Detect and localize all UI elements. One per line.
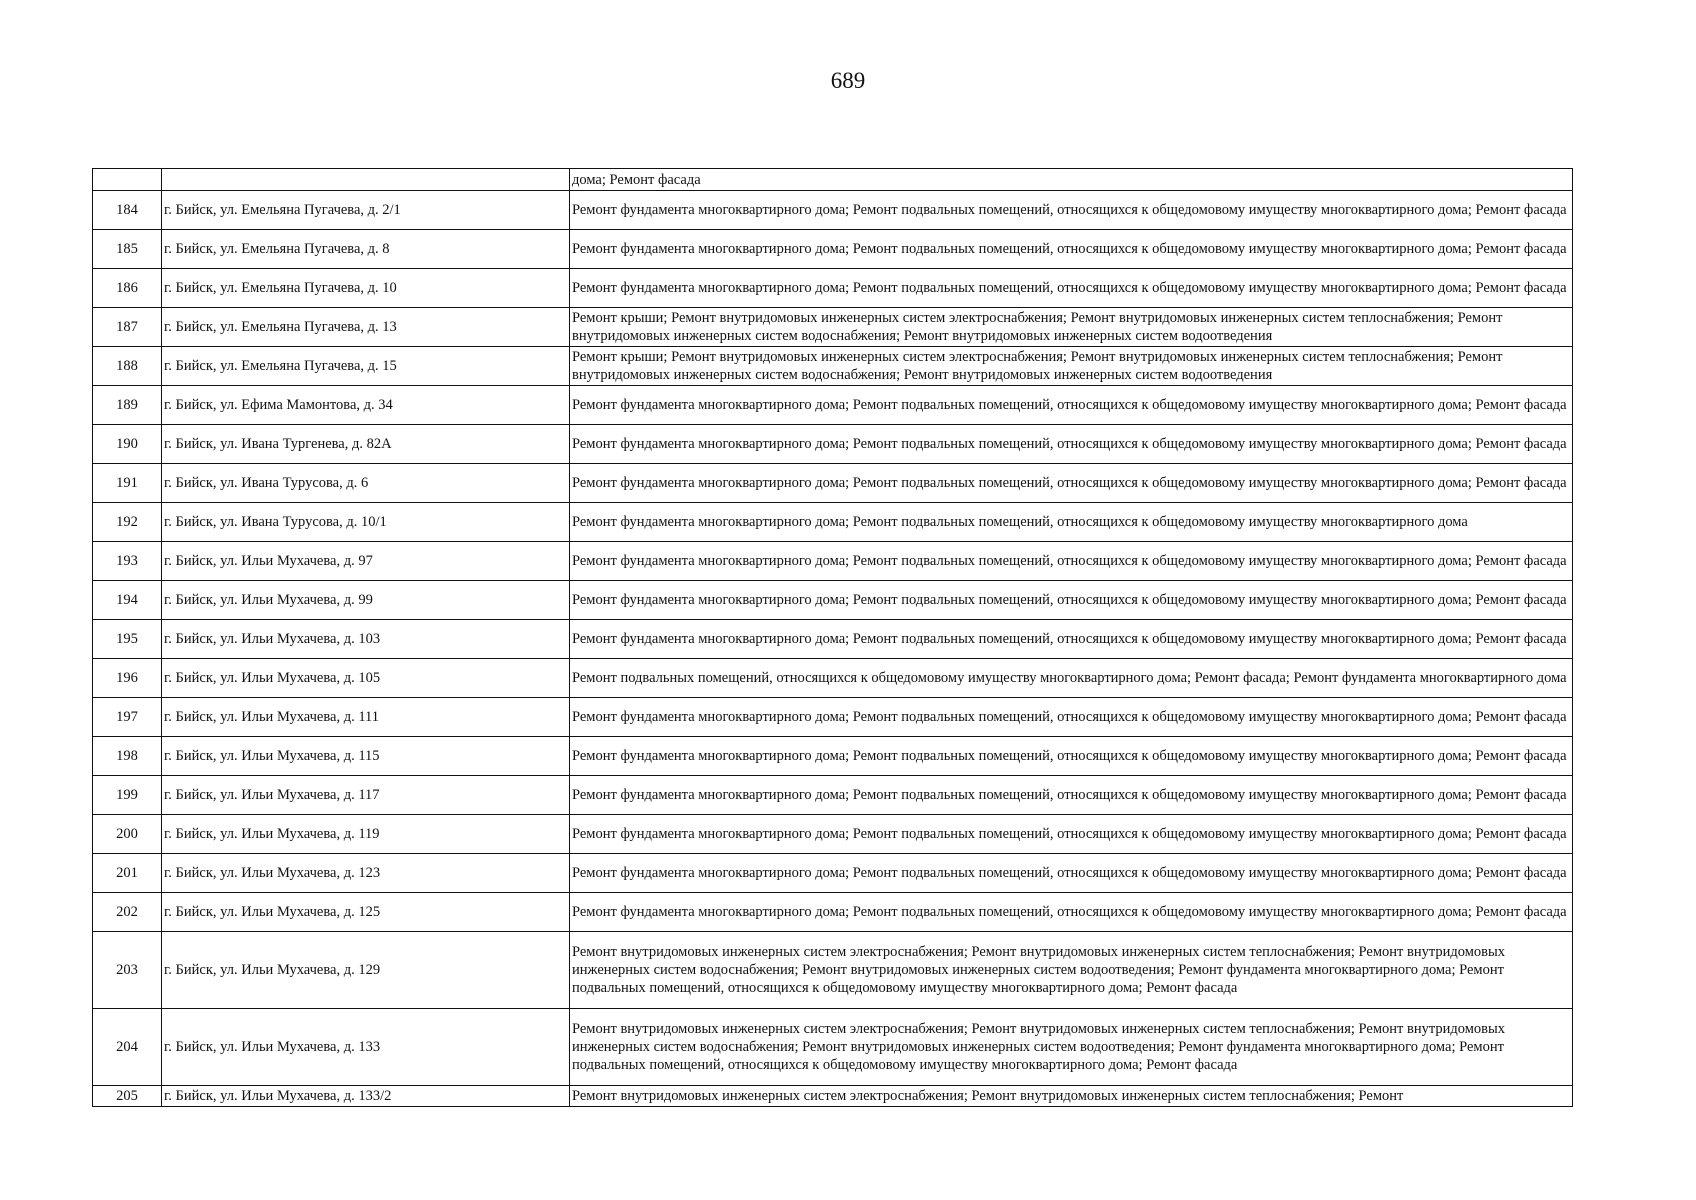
row-number: 190 xyxy=(93,425,162,464)
row-number: 200 xyxy=(93,815,162,854)
row-works: Ремонт крыши; Ремонт внутридомовых инженерных систем электроснабжения; Ремонт внутридомовых инженерных систем теплоснабжения; Ремонт внутридомовых инженерных систем водоснабжения; Ремонт внутридомовых инженерных систем водоотведения xyxy=(570,308,1573,347)
row-number: 197 xyxy=(93,698,162,737)
table-row xyxy=(93,698,1573,737)
row-address: г. Бийск, ул. Ильи Мухачева, д. 105 xyxy=(162,659,570,698)
row-address: г. Бийск, ул. Емельяна Пугачева, д. 10 xyxy=(162,269,570,308)
row-number: 192 xyxy=(93,503,162,542)
row-works: Ремонт фундамента многоквартирного дома; Ремонт подвальных помещений, относящихся к общедомовому имуществу многоквартирного дома; Ремонт фасада xyxy=(570,191,1573,230)
row-address: г. Бийск, ул. Ивана Тургенева, д. 82А xyxy=(162,425,570,464)
row-address: г. Бийск, ул. Ильи Мухачева, д. 119 xyxy=(162,815,570,854)
row-number: 189 xyxy=(93,386,162,425)
table-row xyxy=(93,659,1573,698)
row-works: Ремонт фундамента многоквартирного дома; Ремонт подвальных помещений, относящихся к общедомовому имуществу многоквартирного дома; Ремонт фасада xyxy=(570,815,1573,854)
row-number: 203 xyxy=(93,932,162,1009)
row-works: Ремонт фундамента многоквартирного дома; Ремонт подвальных помещений, относящихся к общедомовому имуществу многоквартирного дома; Ремонт фасада xyxy=(570,425,1573,464)
row-address: г. Бийск, ул. Ильи Мухачева, д. 133/2 xyxy=(162,1086,570,1107)
row-works: Ремонт фундамента многоквартирного дома; Ремонт подвальных помещений, относящихся к общедомовому имуществу многоквартирного дома; Ремонт фасада xyxy=(570,230,1573,269)
table-row xyxy=(93,464,1573,503)
row-address: г. Бийск, ул. Ильи Мухачева, д. 111 xyxy=(162,698,570,737)
row-address: г. Бийск, ул. Ильи Мухачева, д. 115 xyxy=(162,737,570,776)
table-row xyxy=(93,815,1573,854)
row-address: г. Бийск, ул. Ильи Мухачева, д. 129 xyxy=(162,932,570,1009)
row-number: 191 xyxy=(93,464,162,503)
table-row xyxy=(93,191,1573,230)
row-works: Ремонт фундамента многоквартирного дома; Ремонт подвальных помещений, относящихся к общедомовому имуществу многоквартирного дома; Ремонт фасада xyxy=(570,464,1573,503)
row-works: Ремонт фундамента многоквартирного дома; Ремонт подвальных помещений, относящихся к общедомовому имуществу многоквартирного дома; Ремонт фасада xyxy=(570,698,1573,737)
row-address xyxy=(162,169,570,191)
table-row xyxy=(93,1009,1573,1086)
row-address: г. Бийск, ул. Ильи Мухачева, д. 103 xyxy=(162,620,570,659)
row-address: г. Бийск, ул. Ильи Мухачева, д. 125 xyxy=(162,893,570,932)
table-row xyxy=(93,503,1573,542)
table-row xyxy=(93,737,1573,776)
row-works: Ремонт фундамента многоквартирного дома; Ремонт подвальных помещений, относящихся к общедомовому имуществу многоквартирного дома; Ремонт фасада xyxy=(570,620,1573,659)
row-number: 186 xyxy=(93,269,162,308)
table-row xyxy=(93,620,1573,659)
row-address: г. Бийск, ул. Ивана Турусова, д. 10/1 xyxy=(162,503,570,542)
row-number: 187 xyxy=(93,308,162,347)
table-row xyxy=(93,347,1573,386)
table-row xyxy=(93,776,1573,815)
row-number: 198 xyxy=(93,737,162,776)
row-address: г. Бийск, ул. Ильи Мухачева, д. 97 xyxy=(162,542,570,581)
table-row xyxy=(93,386,1573,425)
row-works: Ремонт фундамента многоквартирного дома; Ремонт подвальных помещений, относящихся к общедомовому имуществу многоквартирного дома; Ремонт фасада xyxy=(570,854,1573,893)
table-row xyxy=(93,425,1573,464)
row-number: 185 xyxy=(93,230,162,269)
row-works: Ремонт внутридомовых инженерных систем электроснабжения; Ремонт внутридомовых инженерных систем теплоснабжения; Ремонт xyxy=(570,1086,1573,1107)
row-works: Ремонт фундамента многоквартирного дома; Ремонт подвальных помещений, относящихся к общедомовому имуществу многоквартирного дома; Ремонт фасада xyxy=(570,386,1573,425)
row-address: г. Бийск, ул. Емельяна Пугачева, д. 8 xyxy=(162,230,570,269)
row-number: 193 xyxy=(93,542,162,581)
row-works: Ремонт крыши; Ремонт внутридомовых инженерных систем электроснабжения; Ремонт внутридомовых инженерных систем теплоснабжения; Ремонт внутридомовых инженерных систем водоснабжения; Ремонт внутридомовых инженерных систем водоотведения xyxy=(570,347,1573,386)
row-number: 199 xyxy=(93,776,162,815)
row-address: г. Бийск, ул. Емельяна Пугачева, д. 2/1 xyxy=(162,191,570,230)
table-row xyxy=(93,581,1573,620)
row-address: г. Бийск, ул. Емельяна Пугачева, д. 15 xyxy=(162,347,570,386)
table-row xyxy=(93,542,1573,581)
table-row xyxy=(93,1086,1573,1107)
table-row xyxy=(93,854,1573,893)
row-works: дома; Ремонт фасада xyxy=(570,169,1573,191)
table-row xyxy=(93,269,1573,308)
table-row xyxy=(93,308,1573,347)
row-works: Ремонт фундамента многоквартирного дома; Ремонт подвальных помещений, относящихся к общедомовому имуществу многоквартирного дома; Ремонт фасада xyxy=(570,893,1573,932)
row-number: 194 xyxy=(93,581,162,620)
row-works: Ремонт фундамента многоквартирного дома; Ремонт подвальных помещений, относящихся к общедомовому имуществу многоквартирного дома; Ремонт фасада xyxy=(570,737,1573,776)
table-row xyxy=(93,893,1573,932)
row-number xyxy=(93,169,162,191)
row-number: 201 xyxy=(93,854,162,893)
row-number: 195 xyxy=(93,620,162,659)
table-row xyxy=(93,932,1573,1009)
row-works: Ремонт внутридомовых инженерных систем электроснабжения; Ремонт внутридомовых инженерных систем теплоснабжения; Ремонт внутридомовых инженерных систем водоснабжения; Ремонт внутридомовых инженерных систем водоотведения; Ремонт фундамента многоквартирного дома; Ремонт подвальных помещений, относящихся к общедомовому имуществу многоквартирного дома; Ремонт фасада xyxy=(570,932,1573,1009)
row-number: 205 xyxy=(93,1086,162,1107)
row-number: 202 xyxy=(93,893,162,932)
row-number: 184 xyxy=(93,191,162,230)
table-row xyxy=(93,230,1573,269)
row-number: 188 xyxy=(93,347,162,386)
row-works: Ремонт фундамента многоквартирного дома; Ремонт подвальных помещений, относящихся к общедомовому имуществу многоквартирного дома; Ремонт фасада xyxy=(570,581,1573,620)
row-works: Ремонт подвальных помещений, относящихся к общедомовому имуществу многоквартирного дома; Ремонт фасада; Ремонт фундамента многоквартирного дома xyxy=(570,659,1573,698)
repair-registry-table xyxy=(92,168,1573,1107)
row-works: Ремонт внутридомовых инженерных систем электроснабжения; Ремонт внутридомовых инженерных систем теплоснабжения; Ремонт внутридомовых инженерных систем водоснабжения; Ремонт внутридомовых инженерных систем водоотведения; Ремонт фундамента многоквартирного дома; Ремонт подвальных помещений, относящихся к общедомовому имуществу многоквартирного дома; Ремонт фасада xyxy=(570,1009,1573,1086)
row-address: г. Бийск, ул. Ильи Мухачева, д. 123 xyxy=(162,854,570,893)
row-address: г. Бийск, ул. Ивана Турусова, д. 6 xyxy=(162,464,570,503)
row-address: г. Бийск, ул. Емельяна Пугачева, д. 13 xyxy=(162,308,570,347)
row-works: Ремонт фундамента многоквартирного дома; Ремонт подвальных помещений, относящихся к общедомовому имуществу многоквартирного дома; Ремонт фасада xyxy=(570,269,1573,308)
row-works: Ремонт фундамента многоквартирного дома; Ремонт подвальных помещений, относящихся к общедомовому имуществу многоквартирного дома xyxy=(570,503,1573,542)
page-number: 689 xyxy=(830,68,866,93)
table-row xyxy=(93,169,1573,191)
row-address: г. Бийск, ул. Ильи Мухачева, д. 117 xyxy=(162,776,570,815)
row-number: 196 xyxy=(93,659,162,698)
row-works: Ремонт фундамента многоквартирного дома; Ремонт подвальных помещений, относящихся к общедомовому имуществу многоквартирного дома; Ремонт фасада xyxy=(570,542,1573,581)
row-address: г. Бийск, ул. Ильи Мухачева, д. 133 xyxy=(162,1009,570,1086)
row-number: 204 xyxy=(93,1009,162,1086)
row-address: г. Бийск, ул. Ильи Мухачева, д. 99 xyxy=(162,581,570,620)
row-works: Ремонт фундамента многоквартирного дома; Ремонт подвальных помещений, относящихся к общедомовому имуществу многоквартирного дома; Ремонт фасада xyxy=(570,776,1573,815)
row-address: г. Бийск, ул. Ефима Мамонтова, д. 34 xyxy=(162,386,570,425)
